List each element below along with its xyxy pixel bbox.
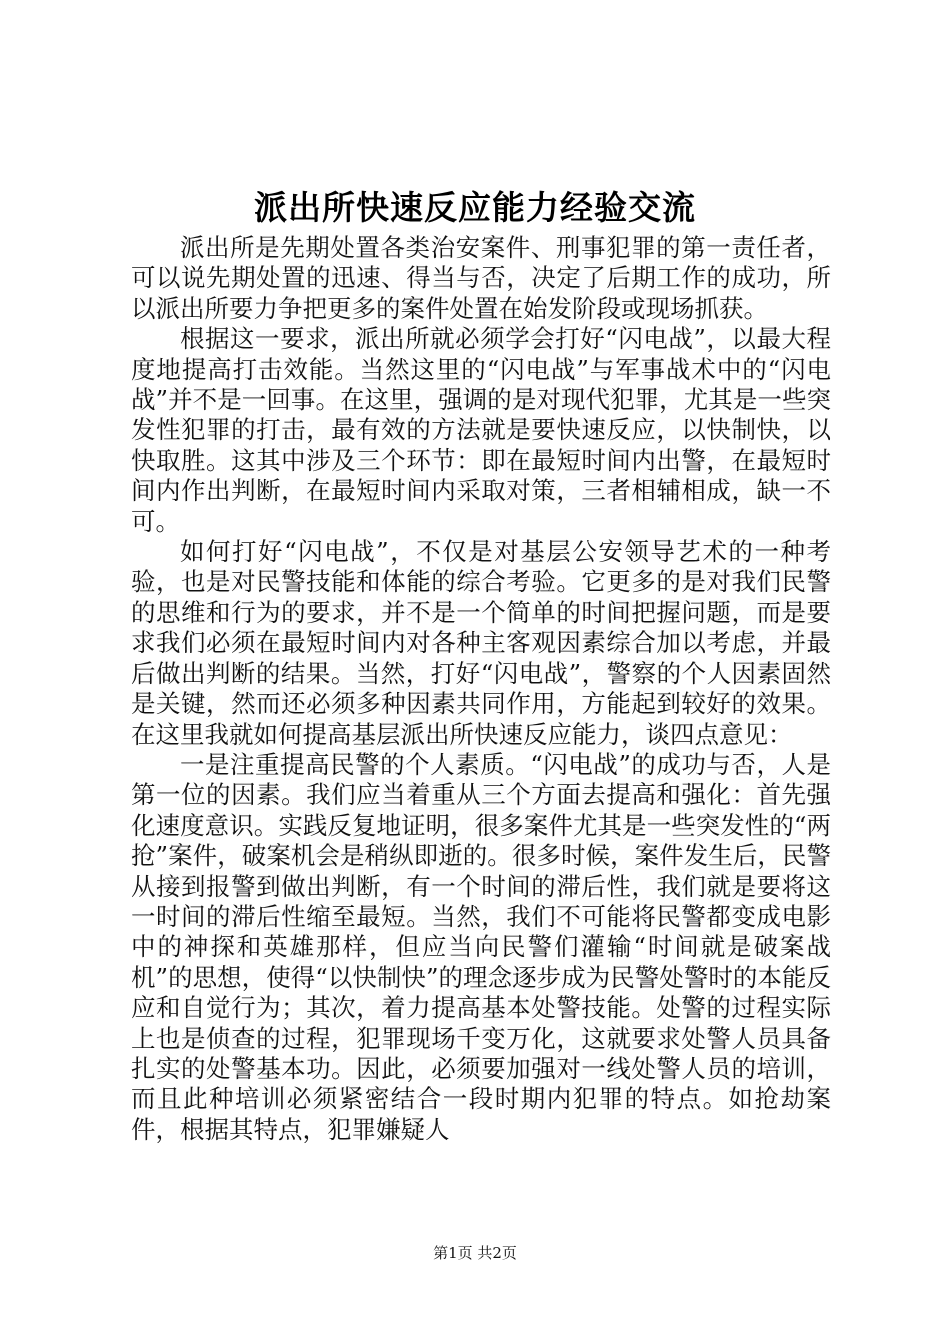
- paragraph-1: 派出所是先期处置各类治安案件、刑事犯罪的第一责任者，可以说先期处置的迅速、得当与否，决定了后期工作的成功，所以派出所要力争把更多的案件处置在始发阶段或现场抓获。: [131, 233, 831, 323]
- paragraph-2: 根据这一要求，派出所就必须学会打好“闪电战”，以最大程度地提高打击效能。当然这里的“闪电战”与军事战术中的“闪电战”并不是一回事。在这里，强调的是对现代犯罪，尤其是一些突发性犯罪的打击，最有效的方法就是要快速反应，以快制快，以快取胜。这其中涉及三个环节：即在最短时间内出警，在最短时间内作出判断，在最短时间内采取对策，三者相辅相成，缺一不可。: [131, 324, 831, 536]
- document-title: 派出所快速反应能力经验交流: [254, 188, 696, 227]
- page-number: 第1页 共2页: [433, 1244, 517, 1262]
- document-body: [131, 233, 831, 1145]
- paragraph-3: 如何打好“闪电战”，不仅是对基层公安领导艺术的一种考验，也是对民警技能和体能的综合考验。它更多的是对我们民警的思维和行为的要求，并不是一个简单的时间把握问题，而是要求我们必须在最短时间内对各种主客观因素综合加以考虑，并最后做出判断的结果。当然，打好“闪电战”，警察的个人因素固然是关键，然而还必须多种因素共同作用，方能起到较好的效果。在这里我就如何提高基层派出所快速反应能力，谈四点意见：: [131, 537, 831, 749]
- paragraph-4: 一是注重提高民警的个人素质。“闪电战”的成功与否，人是第一位的因素。我们应当着重从三个方面去提高和强化：首先强化速度意识。实践反复地证明，很多案件尤其是一些突发性的“两抢”案件，破案机会是稍纵即逝的。很多时候，案件发生后，民警从接到报警到做出判断，有一个时间的滞后性，我们就是要将这一时间的滞后性缩至最短。当然，我们不可能将民警都变成电影中的神探和英雄那样，但应当向民警们灌输“时间就是破案战机”的思想，使得“以快制快”的理念逐步成为民警处警时的本能反应和自觉行为；其次，着力提高基本处警技能。处警的过程实际上也是侦查的过程，犯罪现场千变万化，这就要求处警人员具备扎实的处警基本功。因此，必须要加强对一线处警人员的培训，而且此种培训必须紧密结合一段时期内犯罪的特点。如抢劫案件，根据其特点，犯罪嫌疑人: [131, 749, 831, 1144]
- page-footer: [0, 1243, 950, 1263]
